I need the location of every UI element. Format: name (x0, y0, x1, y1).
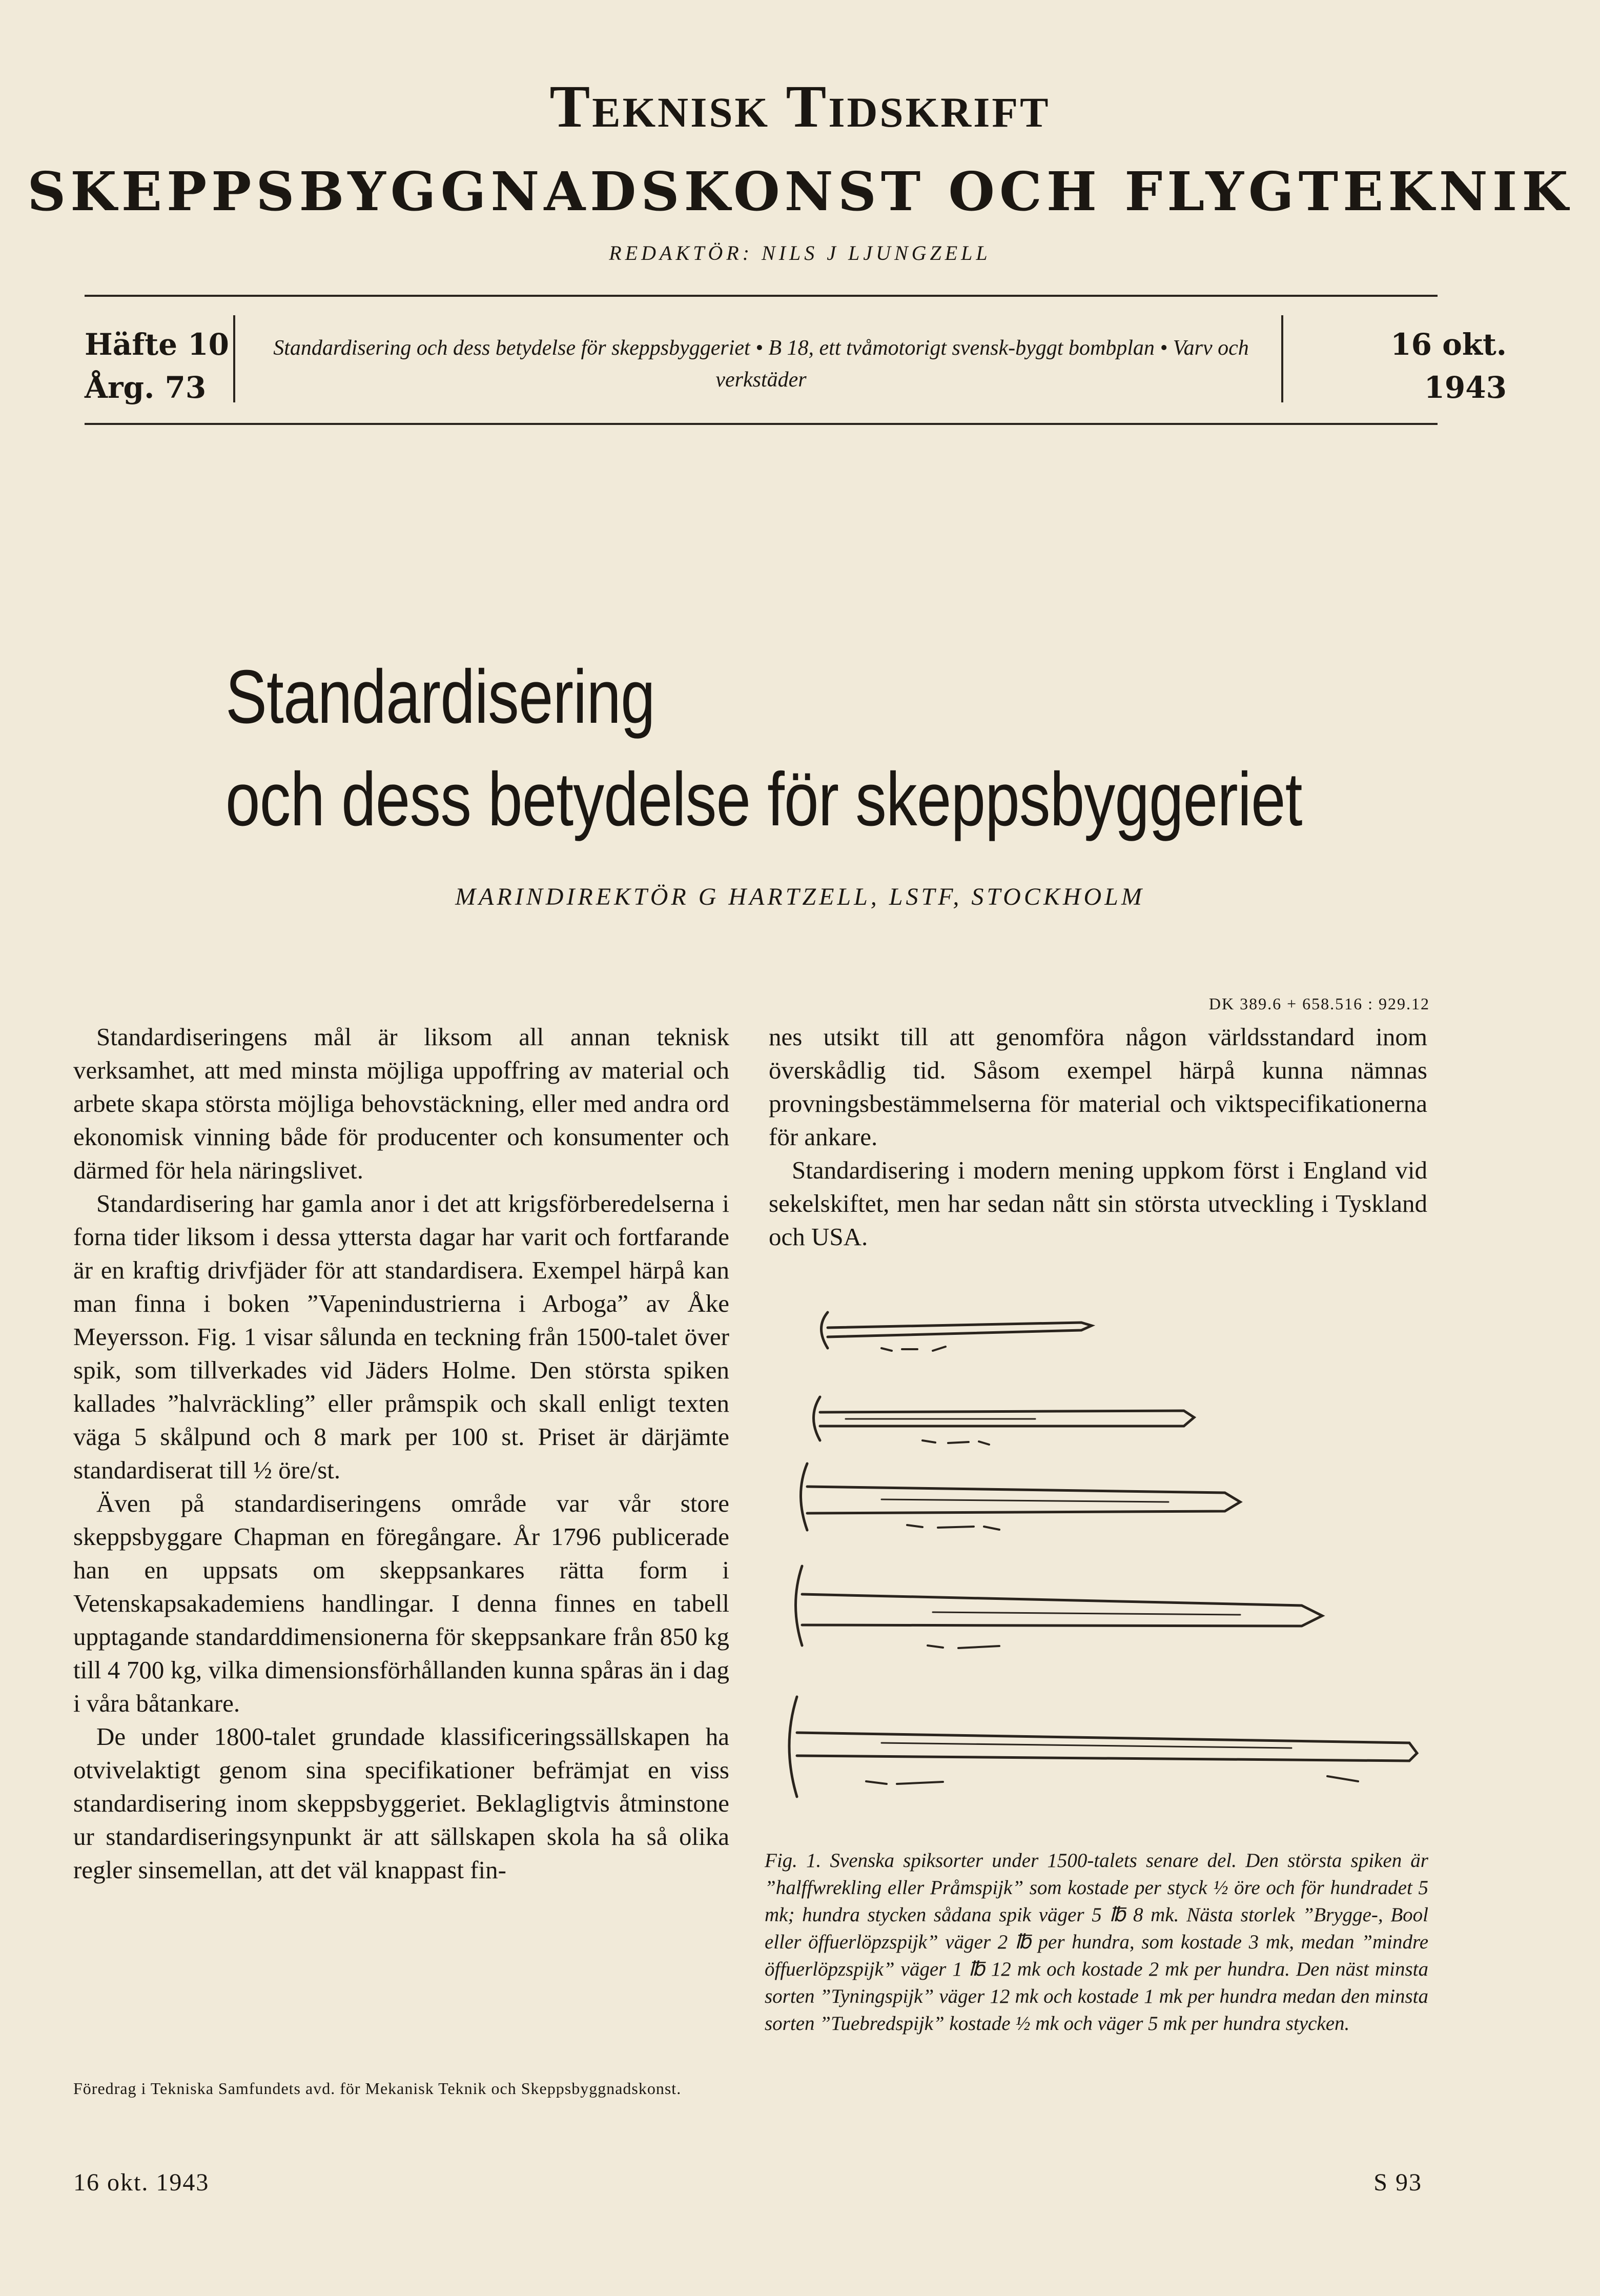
paragraph: Standardisering i modern mening uppkom först i England vid sekelskiftet, men har sedan nått sin största utveckling i Tyskland och USA. (769, 1156, 1427, 1251)
nail-drawing-1 (822, 1312, 1092, 1351)
figure-caption: Fig. 1. Svenska spiksorter under 1500-talets senare del. Den största spiken är ”halffwrekling eller Pråmspijk” som kostade per styck ½ öre och för hundradet 5 mk; hundra stycken sådana spik väger 5 ℔ 8 mk. Nästa storlek ”Brygge-, Bool eller öffuerlöpzspijk” väger 2 ℔ per hundra, som kostade 3 mk, medan ”mindre öffuerlöpzspijk” väger 1 ℔ 12 mk och kostade 2 mk per hundra. Den näst minsta sorten ”Tyningspijk” väger 12 mk och kostade 1 mk per hundra medan den minsta sorten ”Tuebredspijk” kostade ½ mk och väger 5 mk per hundra stycken. (765, 1850, 1428, 2035)
nail-drawing-2 (814, 1397, 1195, 1445)
article-byline: MARINDIREKTÖR G HARTZELL, LSTF, STOCKHOLM (455, 883, 1145, 910)
footer-date: 16 okt. 1943 (73, 2169, 210, 2196)
body-column-left (73, 1020, 729, 1886)
editor-line: REDAKTÖR: NILS J LJUNGZELL (609, 241, 991, 265)
paragraph: Standardiseringens mål är liksom all annan teknisk verksamhet, att med minsta möjliga uppoffring av material och arbete skapa största möjliga behovstäckning, eller med andra ord ekonomisk vinning både för producenter och konsumenter och därmed för hela näringslivet. (73, 1023, 729, 1184)
nail-sketch-figure (779, 1292, 1420, 1825)
issue-contents: Standardisering och dess betydelse för skeppsbyggeriet • B 18, ett tvåmotorigt svensk-byggt bombplan • Varv och verkstäder (273, 336, 1249, 392)
paragraph: Även på standardiseringens område var vår store skeppsbyggare Chapman en föregångare. År 1796 publicerade han en uppsats om skeppsankares rätta form i Vetenskapsakademiens handlingar. I denna finnes en tabell upptagande standarddimensionerna för skeppsankare från 850 kg till 4 700 kg, vilka dimensionsförhållanden kunna spåras än i dag i våra båtankare. (73, 1489, 729, 1717)
nail-drawing-5 (789, 1697, 1417, 1797)
journal-masthead: Teknisk Tidskrift (549, 73, 1051, 140)
paragraph: nes utsikt till att genomföra någon världsstandard inom överskådlig tid. Såsom exempel härpå kunna nämnas provningsbestämmelserna för material och viktspecifikationerna för ankare. (769, 1023, 1427, 1151)
nail-drawing-4 (796, 1566, 1323, 1648)
issue-date-day: 16 okt. (1390, 327, 1507, 362)
nail-drawing-3 (801, 1464, 1241, 1530)
article-title-line2: och dess betydelse för skeppsbyggeriet (225, 757, 1302, 842)
paragraph: Standardisering har gamla anor i det att krigsförberedelserna i forna tider liksom i dessa yttersta dagar har varit och fortfarande är en kraftig drivfjäder för att standardisera. Exempel härpå kan man finna i boken ”Vapenindustrierna i Arboga” av Åke Meyersson. Fig. 1 visar sålunda en teckning från 1500-talet över spik, som tillverkades vid Jäders Holme. Den största spiken kallades ”halvräckling” eller pråmspik och skall enligt texten väga 5 skålpund och 8 mark per 100 st. Priset är därjämte standardiserat till ½ öre/st. (73, 1189, 729, 1484)
issue-date-year: 1943 (1424, 370, 1507, 405)
section-title: SKEPPSBYGGNADSKONST OCH FLYGTEKNIK (27, 160, 1573, 223)
header-rule-top (85, 295, 1438, 297)
issue-number-block (85, 323, 229, 409)
issue-divider-right (1281, 315, 1283, 402)
body-column-right (769, 1020, 1427, 1253)
footnote: Föredrag i Tekniska Samfundets avd. för Mekanisk Teknik och Skeppsbyggnadskonst. (73, 2079, 682, 2098)
issue-argang: Årg. 73 (85, 370, 207, 405)
issue-date-block (1291, 323, 1507, 409)
issue-hafte: Häfte 10 (85, 327, 229, 362)
issue-divider-left (233, 315, 235, 402)
dk-classification: DK 389.6 + 658.516 : 929.12 (1208, 994, 1430, 1013)
header-rule-bottom (85, 423, 1438, 425)
article-title-line1: Standardisering (225, 655, 655, 739)
page-number: S 93 (1373, 2169, 1422, 2196)
paragraph: De under 1800-talet grundade klassificeringssällskapen ha otvivelaktigt genom sina specifikationer befrämjat en viss standardisering inom skeppsbyggeriet. Beklagligtvis åtminstone ur standardiseringsynpunkt är att sällskapen skola ha så olika regler sinsemellan, att det väl knappast fin- (73, 1722, 729, 1884)
